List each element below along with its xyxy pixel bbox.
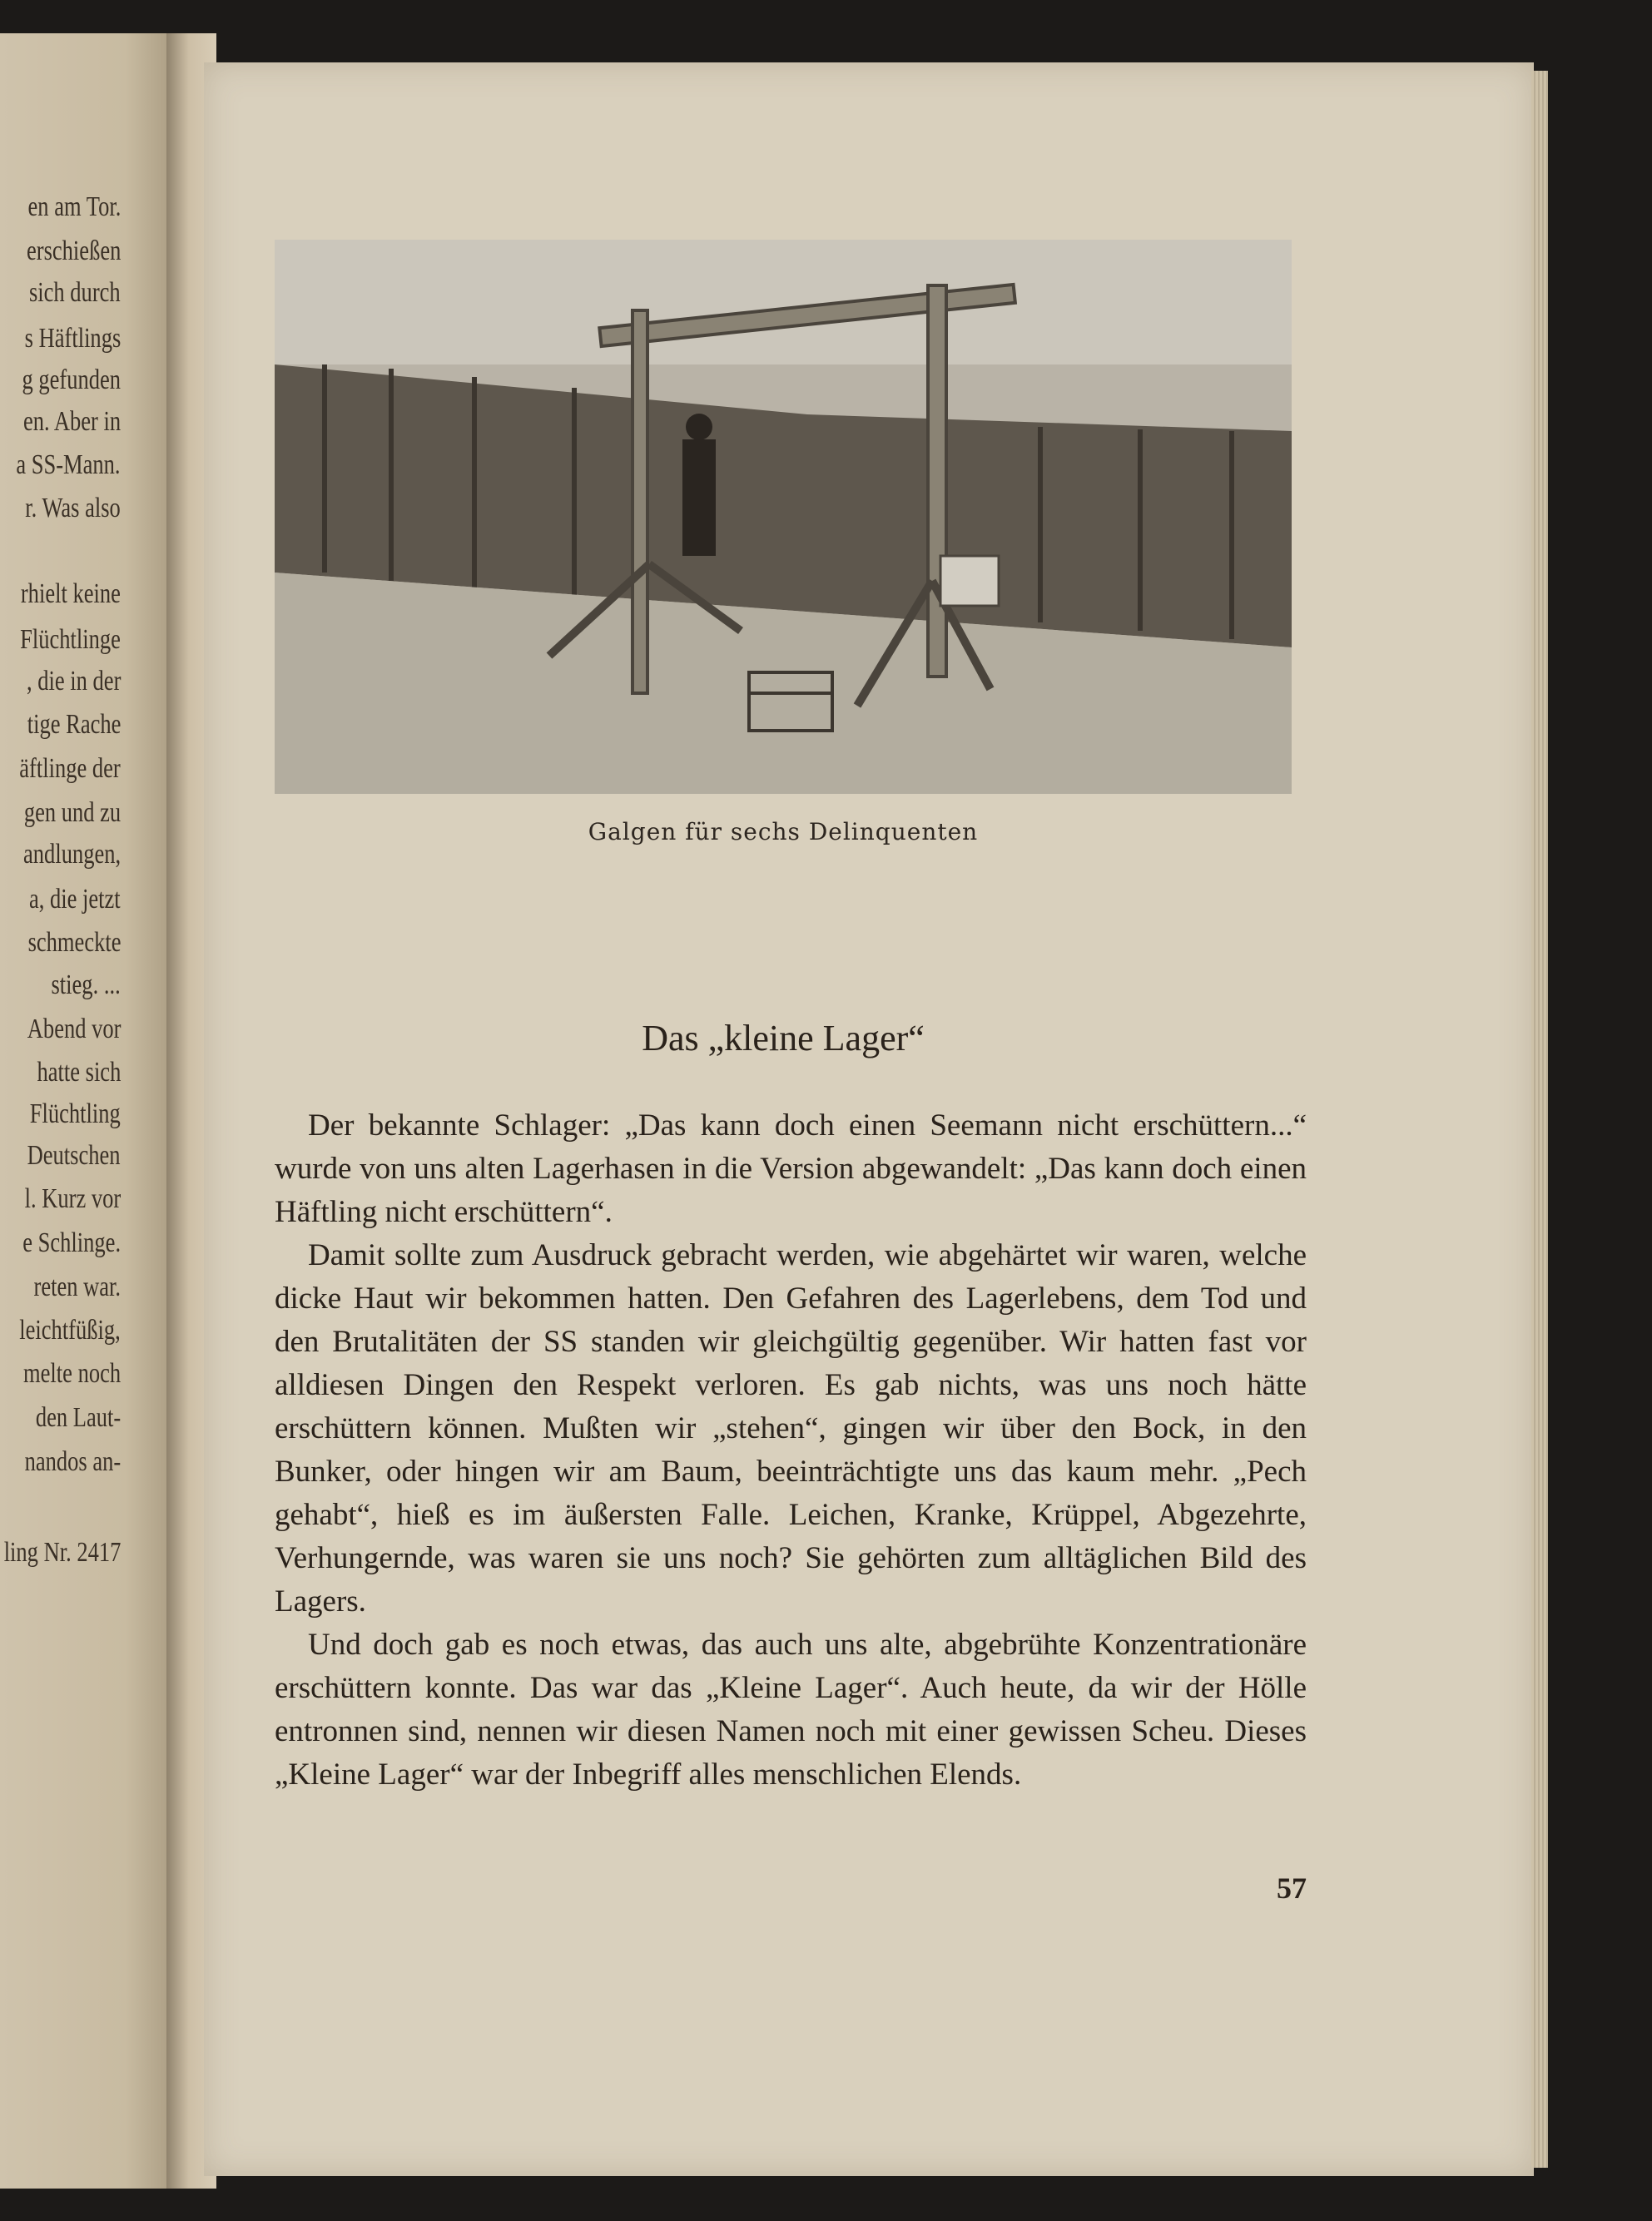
left-page-line: , die in der (26, 666, 121, 697)
left-page-line: e Schlinge. (22, 1227, 121, 1258)
left-page-line: r. Was also (25, 493, 121, 523)
left-page-line: s Häftlings (24, 323, 121, 354)
left-page-line: erschießen (26, 235, 121, 266)
paragraph: Und doch gab es noch etwas, das auch uns alte, abgebrühte Konzentrationäre erschüttern konnte. Das war das „Kleine Lager“. Auch heute, da wir der Hölle entronnen sind, nennen wir diesen Namen noch mit einer gewissen Scheu. Dieses „Kleine Lager“ war der Inbegriff alles menschlichen Elends. (275, 1628, 1307, 1792)
left-page-line: andlungen, (22, 839, 121, 870)
left-page-line: l. Kurz vor (24, 1183, 121, 1214)
left-page-line: ling Nr. 2417 (3, 1537, 121, 1568)
left-page-line: rhielt keine (20, 578, 121, 609)
body-text (275, 1104, 1307, 1797)
left-page-line: a, die jetzt (29, 884, 121, 915)
left-page-line: Flüchtling (29, 1098, 121, 1129)
paragraph: Der bekannte Schlager: „Das kann doch einen Seemann nicht erschüttern...“ wurde von uns alten Lagerhasen in die Version abgewandelt: „Das kann doch einen Häftling nicht erschüttern“. (275, 1108, 1307, 1229)
section-heading: Das „kleine Lager“ (642, 1018, 925, 1058)
left-page-line: Flüchtlinge (20, 624, 121, 655)
left-page-line: Deutschen (27, 1140, 121, 1171)
left-page-line: den Laut- (35, 1402, 121, 1433)
left-page-line: reten war. (33, 1272, 121, 1302)
left-page-line: tige Rache (27, 709, 121, 740)
left-page-line: leichtfüßig, (19, 1315, 121, 1346)
left-page-line: stieg. ... (51, 969, 121, 1000)
left-page-line: schmeckte (27, 927, 121, 958)
left-page-line: gen und zu (23, 797, 121, 828)
figure-caption: Galgen für sechs Delinquenten (588, 818, 979, 845)
page-edge (1531, 71, 1548, 2168)
left-page-line: äftlinge der (19, 753, 121, 784)
left-page-line: sich durch (29, 277, 121, 308)
left-page-line: a SS-Mann. (16, 449, 121, 480)
gallows-photo (275, 240, 1292, 794)
left-page-line: en am Tor. (27, 191, 121, 222)
page-number: 57 (1277, 1871, 1307, 1905)
left-page-line: Abend vor (27, 1014, 121, 1044)
left-page-line: hatte sich (37, 1057, 121, 1088)
left-page-line: en. Aber in (22, 406, 121, 437)
left-page-line: nandos an- (24, 1446, 121, 1477)
paragraph: Damit sollte zum Ausdruck gebracht werden, wie abgehärtet wir waren, welche dicke Haut wir bekommen hatten. Den Gefahren des Lagerlebens, dem Tod und den Brutalitäten der SS standen wir gleichgültig gegenüber. Wir hatten fast vor alldiesen Dingen den Respekt verloren. Es gab nichts, was uns noch hätte erschüttern können. Mußten wir „stehen“, gingen wir über den Bock, in den Bunker, oder hingen wir am Baum, beeinträchtigte uns das kaum mehr. „Pech gehabt“, hieß es im äußersten Falle. Leichen, Kranke, Krüppel, Abgezehrte, Verhungernde, was waren sie uns noch? Sie gehörten zum alltäglichen Bild des Lagers. (275, 1238, 1307, 1619)
left-page-line: g gefunden (22, 364, 121, 395)
gallows-photo-drawing (275, 240, 1292, 794)
left-page-line: melte noch (22, 1358, 121, 1389)
